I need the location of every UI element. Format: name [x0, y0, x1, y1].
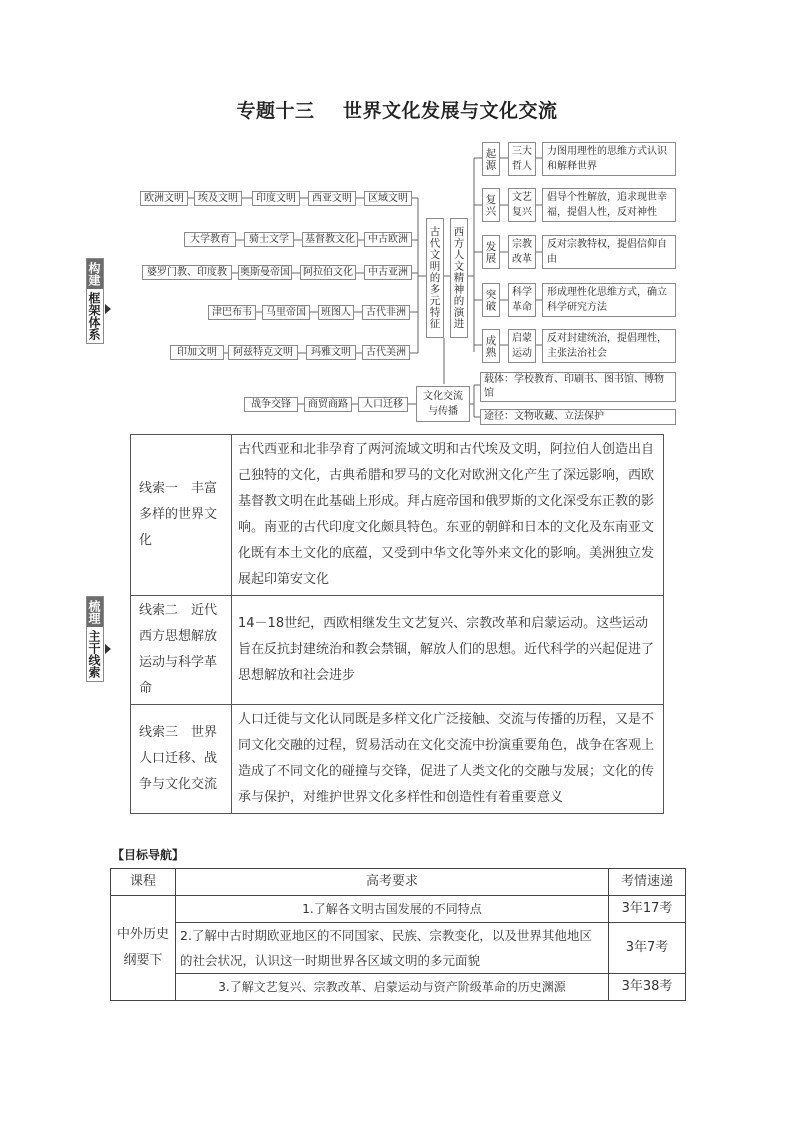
node-mali: 马里帝国	[262, 305, 310, 320]
stage-desc-origin: 力图用理性的思维方式认识和解释世界	[542, 142, 676, 176]
table-header-row	[111, 869, 686, 896]
node-ancient-africa: 古代非洲	[362, 305, 410, 320]
clue-key: 线索一 丰富多样的世界文化	[131, 435, 232, 596]
side-label-clues-dark: 梳理	[87, 597, 103, 627]
table-row	[111, 923, 686, 974]
node-western-humanism: 西方人文精神的演进	[450, 218, 468, 338]
node-university: 大学教育	[184, 232, 236, 247]
side-label-clues	[86, 596, 104, 682]
node-egypt-civ: 埃及文明	[194, 191, 242, 206]
node-ottoman: 奥斯曼帝国	[240, 267, 290, 278]
arrow-right-icon	[105, 644, 111, 654]
node-westasia-civ: 西亚文明	[308, 191, 356, 206]
topic-reformation: 宗教改革	[508, 235, 536, 269]
node-trade: 商贸商路	[304, 397, 352, 412]
frequency-cell: 3年38考	[609, 974, 686, 1001]
header-course: 课程	[111, 869, 176, 896]
node-cultural-exchange: 文化交流与传播	[416, 386, 470, 422]
node-medieval-europe: 中古欧洲	[364, 232, 412, 247]
stage-desc-revival: 倡导个性解放，追求现世幸福，提倡人性，反对神性	[542, 188, 676, 222]
title-part2: 世界文化发展与文化交流	[342, 100, 558, 122]
side-label-clues-light: 主干线索	[87, 630, 101, 678]
requirement-cell: 2.了解中古时期欧亚地区的不同国家、民族、宗教变化，以及世界其他地区的社会状况，认识这一时期世界各区域文明的多元面貌	[176, 923, 609, 974]
node-ancient-civ-diversity: 古代文明的多元特征	[426, 218, 444, 338]
node-ancient-america: 古代美洲	[362, 345, 410, 360]
stage-maturity: 成熟	[482, 329, 500, 363]
goal-nav-label: 【目标导航】	[112, 848, 185, 862]
node-bantu: 班图人	[318, 305, 354, 320]
node-maya: 玛雅文明	[306, 345, 356, 360]
stage-desc-maturity: 反对封建统治，提倡理性，主张法治社会	[542, 329, 676, 363]
clue-key: 线索三 世界人口迁移、战争与文化交流	[131, 705, 232, 814]
clue-key: 线索二 近代西方思想解放运动与科学革命	[131, 596, 232, 705]
stage-breakthrough: 突破	[482, 283, 500, 317]
clue-value: 人口迁徙与文化认同既是多样文化广泛接触、交流与传播的历程，又是不同文化交融的过程，贸易活动在文化交流中扮演重要角色，战争在客观上造成了不同文化的碰撞与交锋，促进了人类文化的交融与发展；文化的传承与保护，对维护世界文化多样性和创造性有着重要意义	[232, 705, 664, 814]
frequency-cell: 3年17考	[609, 896, 686, 923]
side-label-framework-dark: 构建	[87, 259, 103, 289]
stage-desc-breakthrough: 形成理性化思维方式，确立科学研究方法	[542, 283, 676, 317]
node-aztec: 阿兹特克文明	[228, 345, 298, 360]
node-war: 战争交锋	[244, 397, 298, 412]
table-row	[131, 596, 664, 705]
course-cell: 中外历史纲要下	[111, 896, 176, 1001]
table-row	[111, 974, 686, 1001]
node-migration: 人口迁移	[358, 397, 408, 412]
frequency-cell: 3年7考	[609, 923, 686, 974]
node-regional-civ: 区域文明	[364, 191, 412, 206]
clue-value: 14－18世纪，西欧相继发生文艺复兴、宗教改革和启蒙运动。这些运动旨在反抗封建统治和教会禁锢，解放人们的思想。近代科学的兴起促进了思想解放和社会进步	[232, 596, 664, 705]
clues-table	[130, 434, 664, 814]
node-medieval-asia: 中古亚洲	[364, 265, 412, 280]
title-part1: 专题十三	[236, 100, 315, 122]
table-row	[111, 896, 686, 923]
exchange-carrier: 载体：学校教育、印刷书、图书馆、博物馆	[480, 372, 676, 402]
requirement-cell: 3.了解文艺复兴、宗教改革、启蒙运动与资产阶级革命的历史渊源	[176, 974, 609, 1001]
node-zimbabwe: 津巴布韦	[208, 305, 256, 320]
clue-value: 古代西亚和北非孕育了两河流域文明和古代埃及文明，阿拉伯人创造出自己独特的文化，古典希腊和罗马的文化对欧洲文化产生了深远影响，西欧基督教文明在此基础上形成。拜占庭帝国和俄罗斯的文化深受东正教的影响。南亚的古代印度文化颇具特色。东亚的朝鲜和日本的文化及东南亚文化既有本土文化的底蕴，又受到中华文化等外来文化的影响。美洲独立发展起印第安文化	[232, 435, 664, 596]
node-europe-civ: 欧洲文明	[140, 191, 188, 206]
topic-science-revolution: 科学革命	[508, 283, 536, 317]
node-inca: 印加文明	[170, 345, 224, 360]
stage-origin: 起源	[482, 142, 500, 176]
header-frequency: 考情速递	[609, 869, 686, 896]
topic-renaissance: 文艺复兴	[508, 188, 536, 222]
node-arab-culture: 阿拉伯文化	[300, 265, 356, 280]
node-india-civ: 印度文明	[252, 191, 300, 206]
goal-table	[110, 868, 686, 1001]
node-hinduism: 婆罗门教、印度教	[142, 265, 232, 280]
stage-revival: 复兴	[482, 188, 500, 222]
exchange-path: 途径：文物收藏、立法保护	[480, 409, 676, 425]
table-row	[131, 435, 664, 596]
node-christian-culture: 基督教文化	[302, 232, 358, 247]
topic-three-philosophers: 三大哲人	[508, 142, 536, 176]
requirement-cell: 1.了解各文明古国发展的不同特点	[176, 896, 609, 923]
node-knight-lit: 骑士文学	[244, 232, 294, 247]
stage-development: 发展	[482, 235, 500, 269]
topic-enlightenment: 启蒙运动	[508, 329, 536, 363]
side-label-framework-light: 框架体系	[87, 292, 101, 340]
header-requirement: 高考要求	[176, 869, 609, 896]
stage-desc-development: 反对宗教特权，提倡信仰自由	[542, 235, 676, 269]
table-row	[131, 705, 664, 814]
